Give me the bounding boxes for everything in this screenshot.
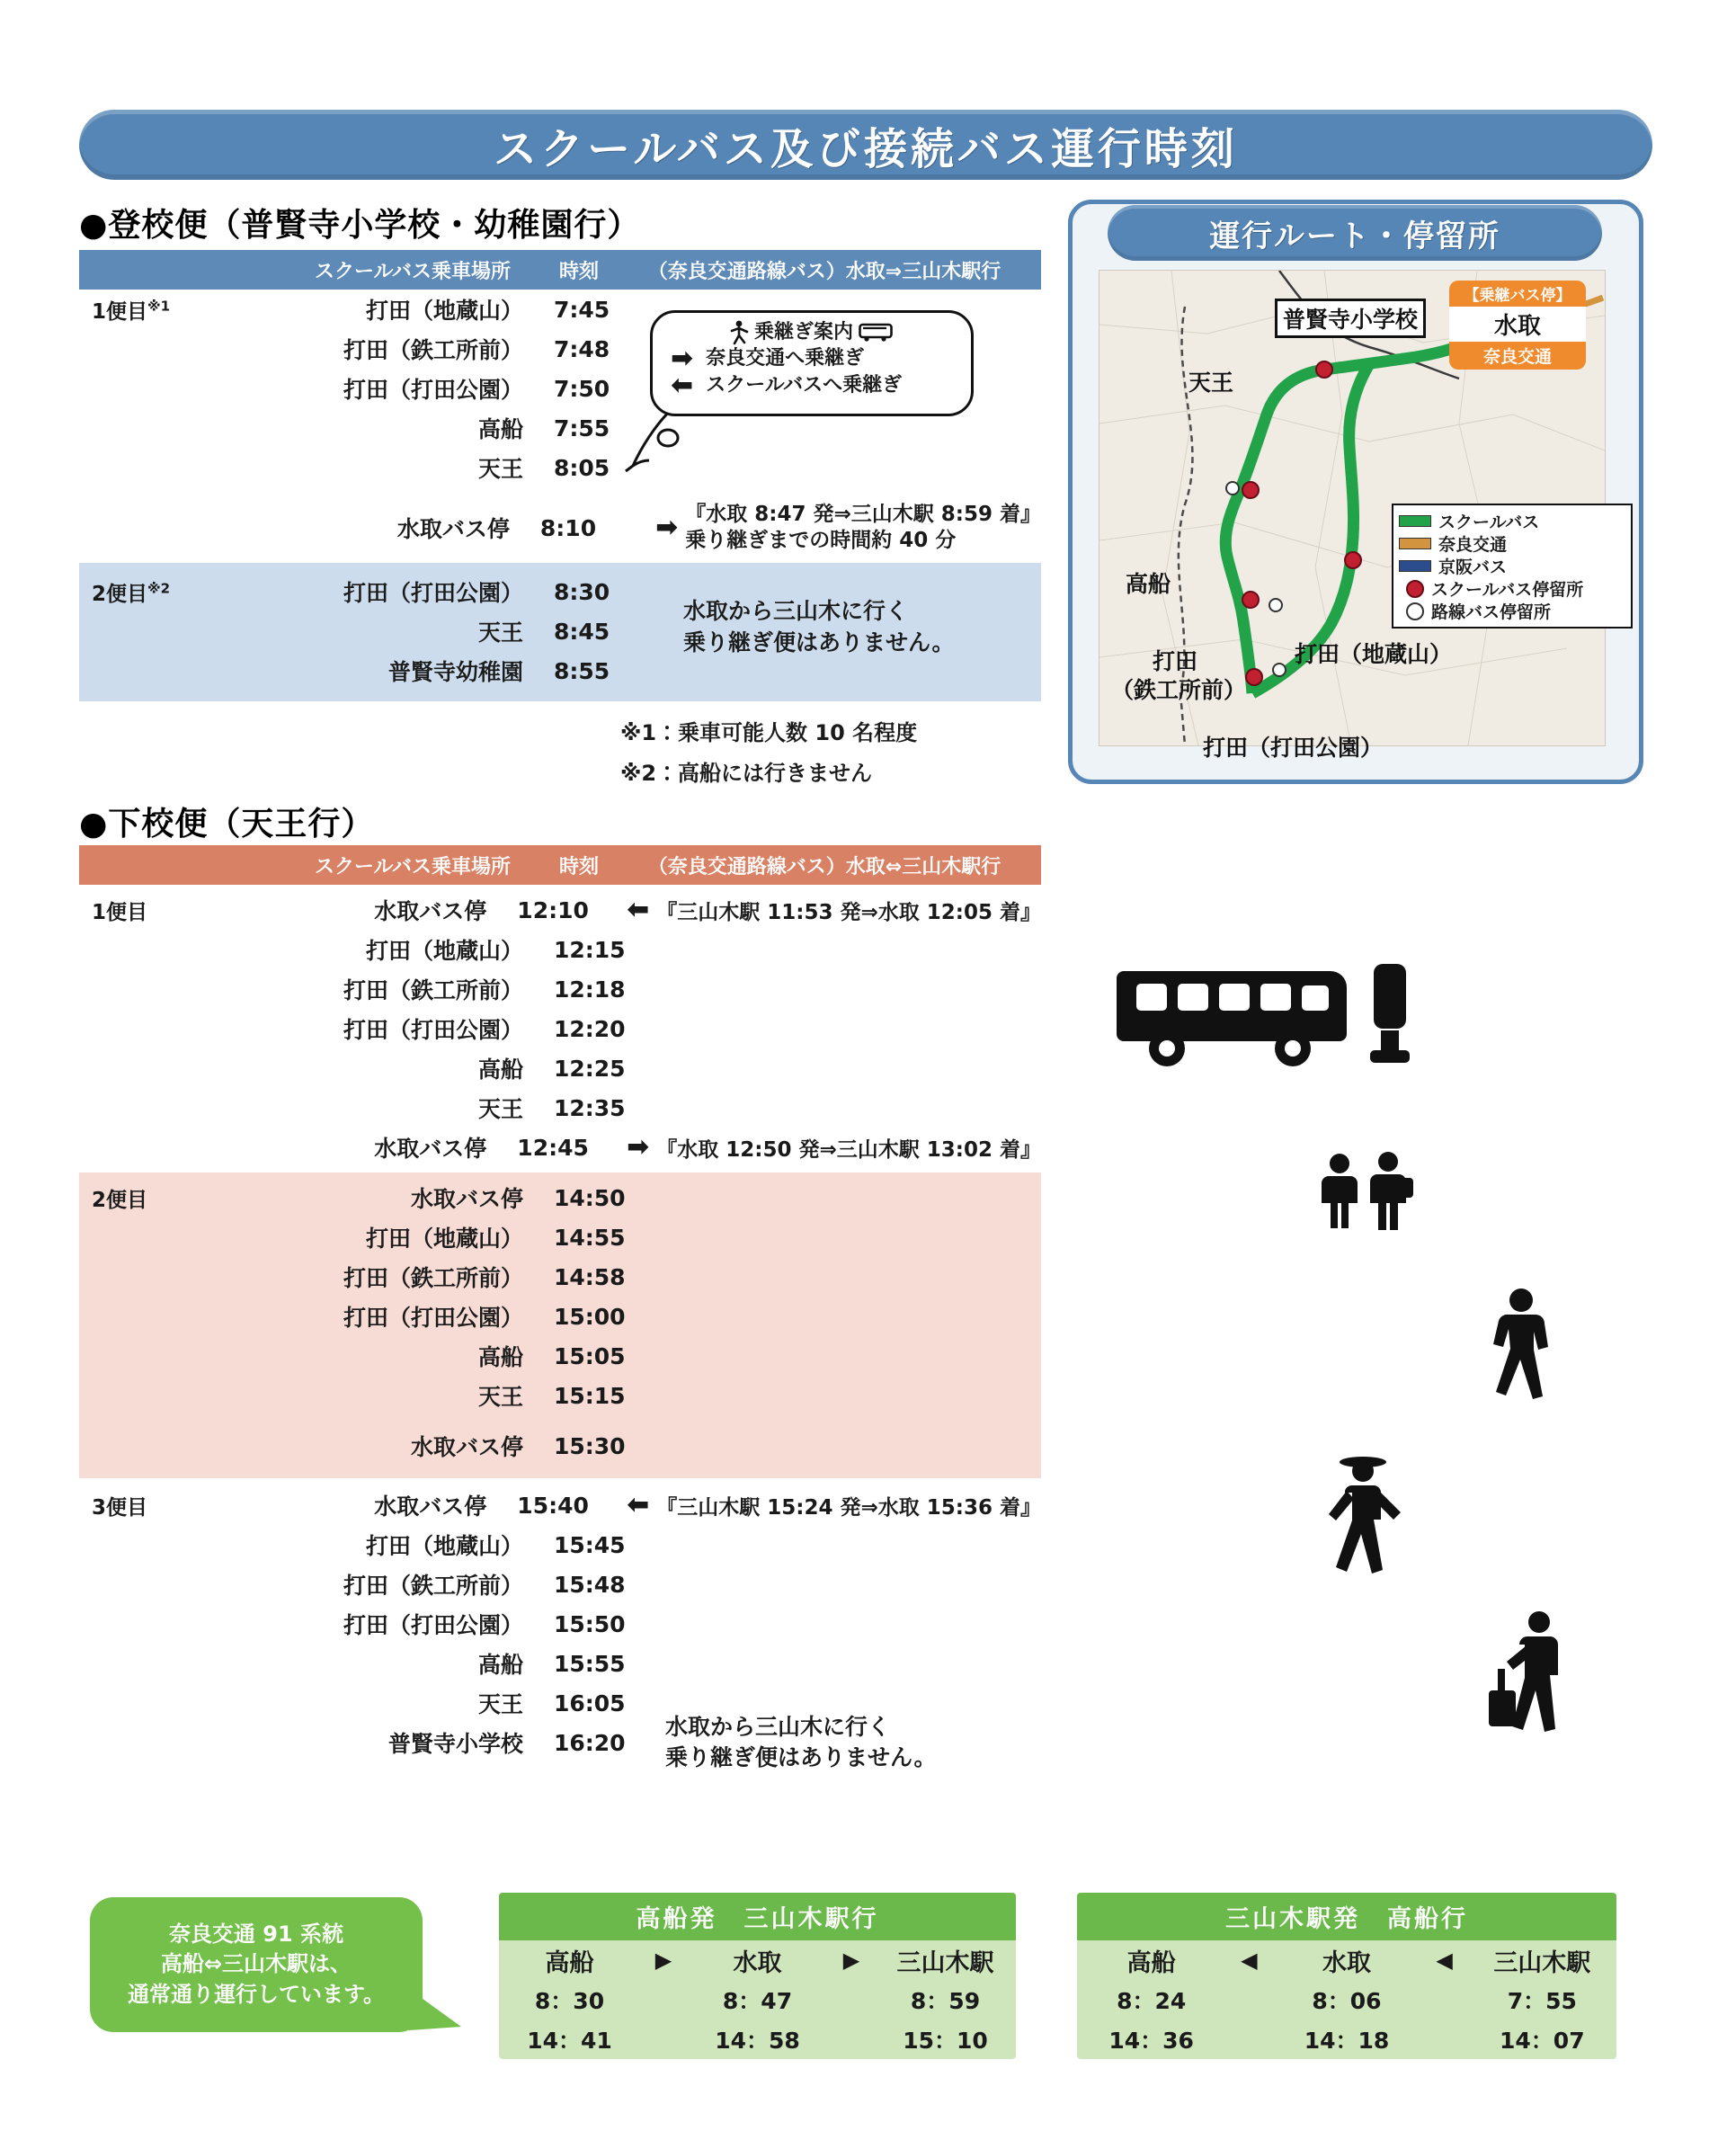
route-map-heading: 運行ルート・停留所 [1209, 218, 1500, 254]
stop-name: 打田（地蔵山） [365, 938, 523, 964]
map-stop-label-tenno: 天王 [1188, 370, 1234, 396]
stop-name: 打田（打田公園） [343, 1017, 523, 1043]
stop-time: 15:40 [517, 1492, 589, 1519]
connection-note: 『三山木駅 15:24 発⇒水取 15:36 着』 [656, 1495, 1041, 1520]
afternoon-trip-3-side-note: 水取から三山木に行く 乗り継ぎ便はありません。 [665, 1714, 937, 1770]
stop-time: 12:45 [517, 1134, 589, 1161]
stop-name: 水取バス停 [374, 1493, 487, 1520]
walking-child-icon [1474, 1286, 1573, 1412]
person-with-bag-icon [1483, 1609, 1591, 1753]
timetable-row [1077, 2020, 1616, 2059]
stop-time: 8:45 [554, 618, 610, 645]
legend-label: 路線バス停留所 [1431, 602, 1552, 622]
stop-name: 高船 [477, 416, 523, 442]
table-row [79, 1525, 1041, 1565]
departure-time: 7：55 [1507, 1988, 1577, 2014]
connection-note: 『水取 12:50 発⇒三山木駅 13:02 着』 [656, 1137, 1041, 1162]
morning-trip-2-side-note: 水取から三山木に行く 乗り継ぎ便はありません。 [683, 598, 955, 655]
stop-name: 打田（打田公園） [343, 377, 523, 403]
table-row [79, 1336, 1041, 1376]
legend-item [1399, 555, 1625, 577]
stop-time: 12:10 [517, 896, 589, 923]
stop-time: 14:58 [554, 1263, 626, 1290]
legend-item [1399, 532, 1625, 555]
stop-name: 打田（打田公園） [343, 580, 523, 606]
direction-arrow-icon: ◀ [1241, 1948, 1258, 1973]
arrow-left-icon: ⬅ [627, 1489, 650, 1520]
badge-top-label: 【乗継バス停】 [1449, 281, 1586, 307]
legend-swatch-nara [1399, 538, 1431, 549]
arrow-left-icon: ⬅ [671, 370, 694, 402]
legend-label: スクールバス [1438, 513, 1540, 532]
afternoon-trip-3 [79, 1478, 1041, 1770]
table-row [79, 930, 1041, 969]
afternoon-table-header [79, 845, 1041, 885]
departure-time: 14：58 [715, 2028, 800, 2054]
table-row [79, 448, 1041, 487]
stop-time: 15:00 [554, 1303, 626, 1330]
trip-label: 2便目$^{※2}$ [92, 579, 171, 606]
stop-time: 12:35 [554, 1094, 626, 1121]
stop-name: 水取バス停 [410, 1186, 523, 1212]
stop-name: 打田（鉄工所前） [343, 337, 523, 363]
stop-time: 12:25 [554, 1055, 626, 1082]
stop-name: 打田（打田公園） [343, 1305, 523, 1331]
stop-name: 天王 [477, 456, 523, 482]
stop-time: 8:05 [554, 454, 610, 481]
map-stop-label-takafune: 高船 [1126, 571, 1171, 597]
table-row [79, 500, 1041, 556]
trip-label: 1便目$^{※1}$ [92, 297, 171, 324]
footnote-2: ※2：高船には行きません [620, 761, 873, 786]
stop-name: 水取バス停 [410, 1434, 523, 1460]
col-header-place: スクールバス乗車場所 [314, 260, 511, 283]
timetable-takafune-to-miyamaki [499, 1893, 1016, 2059]
legend-label: スクールバス停留所 [1431, 580, 1584, 600]
stop-name: 打田（鉄工所前） [343, 977, 523, 1003]
timetable-miyamaki-to-takafune [1077, 1893, 1616, 2059]
stop-time: 15:50 [554, 1610, 626, 1637]
morning-table-header [79, 250, 1041, 290]
stop-time: 8:10 [539, 514, 597, 541]
trip-label: 1便目 [92, 900, 148, 924]
legend-item [1399, 577, 1625, 600]
table-row [79, 1376, 1041, 1415]
legend-item [1399, 510, 1625, 532]
col-header-connection: （奈良交通路線バス）水取⇒三山木駅行 [647, 260, 1002, 283]
stop-time: 15:55 [554, 1650, 626, 1677]
afternoon-table [79, 845, 1041, 1770]
callout-line-1: 奈良交通 91 系統 [168, 1921, 344, 1948]
departure-time: 8：06 [1312, 1988, 1382, 2014]
stop-name: 天王 [477, 1384, 523, 1410]
stop-name: 高船 [477, 1344, 523, 1370]
stop-time: 15:30 [554, 1432, 626, 1459]
legend-swatch-keihan [1399, 560, 1431, 572]
person-with-hat-icon [1313, 1448, 1429, 1583]
departure-time: 14：07 [1500, 2028, 1585, 2054]
stop-time: 15:15 [554, 1382, 626, 1409]
col-header-place: スクールバス乗車場所 [314, 855, 511, 878]
arrow-right-icon: ➡ [627, 1131, 650, 1163]
legend-label: 京阪バス [1438, 557, 1508, 577]
table-row [79, 1565, 1041, 1604]
stop-time: 8:55 [554, 657, 610, 684]
bus-icon [859, 323, 895, 343]
page-title-banner [79, 110, 1652, 180]
stop-name: 高船 [545, 1948, 594, 1977]
stop-name: 高船 [1126, 1948, 1176, 1977]
legend-marker-schoolbus-stop [1406, 580, 1424, 598]
arrival-time: 8：59 [910, 1988, 981, 2014]
route-map-heading-banner [1108, 205, 1602, 261]
badge-stop-name: 水取 [1449, 307, 1586, 342]
stop-name: 水取バス停 [374, 898, 487, 924]
transfer-stop-badge [1449, 281, 1586, 370]
stop-name: 打田（鉄工所前） [343, 1573, 523, 1599]
stop-name: 水取バス停 [374, 1136, 487, 1162]
page-title: スクールバス及び接続バス運行時刻 [494, 123, 1238, 174]
table-row [79, 1714, 1041, 1770]
afternoon-section-heading: ●下校便（天王行） [79, 806, 375, 843]
badge-operator: 奈良交通 [1449, 342, 1586, 370]
footnote-1: ※1：乗車可能人数 10 名程度 [620, 720, 918, 745]
table-row [79, 890, 1041, 930]
table-row [79, 969, 1041, 1009]
stop-name: 天王 [477, 620, 523, 646]
stop-name: 天王 [477, 1096, 523, 1122]
stop-name: 水取 [1322, 1948, 1371, 1977]
stop-time: 15:48 [554, 1571, 626, 1598]
timetable-title: 三山木駅発 高船行 [1077, 1893, 1616, 1940]
table-row [79, 1048, 1041, 1088]
stop-time: 7:48 [554, 335, 610, 362]
table-row [79, 1257, 1041, 1297]
nara-route-callout [90, 1897, 423, 2032]
col-header-connection: （奈良交通路線バス）水取⇔三山木駅行 [647, 855, 1002, 878]
map-stop-label-uchida-tekkosho: （鉄工所前） [1111, 677, 1247, 703]
table-row [79, 1178, 1041, 1217]
legend-label: 奈良交通 [1438, 535, 1508, 555]
stop-time: 8:30 [554, 578, 610, 605]
col-header-time: 時刻 [558, 260, 599, 283]
transfer-to-nara: 奈良交通へ乗継ぎ [706, 347, 865, 370]
stop-time: 16:20 [554, 1729, 626, 1756]
stop-time: 14:55 [554, 1224, 626, 1251]
timetable-row [499, 2020, 1016, 2059]
departure-time: 14：18 [1304, 2028, 1390, 2054]
timetable-title: 高船発 三山木駅行 [499, 1893, 1016, 1940]
two-children-icon [1313, 1151, 1429, 1232]
arrival-time: 8：24 [1117, 1988, 1187, 2014]
arrival-time: 14：36 [1108, 2028, 1194, 2054]
stop-name: 打田（地蔵山） [365, 1533, 523, 1559]
stop-name: 普賢寺小学校 [387, 1731, 523, 1757]
stop-time: 12:15 [554, 936, 626, 963]
table-row [79, 1426, 1041, 1466]
pedestrian-icon [729, 320, 749, 345]
direction-arrow-icon: ◀ [1436, 1948, 1453, 1973]
stop-name: 三山木駅 [896, 1948, 994, 1977]
stop-time: 15:05 [554, 1342, 626, 1369]
direction-arrow-icon: ▶ [654, 1948, 672, 1973]
legend-swatch-schoolbus [1399, 515, 1431, 527]
stop-time: 16:05 [554, 1690, 626, 1716]
table-row [79, 1485, 1041, 1525]
map-legend [1392, 504, 1633, 629]
trip-label: 2便目 [92, 1188, 148, 1212]
timetable-stop-row [499, 1940, 1016, 1980]
map-stop-label-uchida-jizoyama: 打田（地蔵山） [1295, 641, 1453, 667]
direction-arrow-icon: ▶ [842, 1948, 860, 1973]
stop-time: 7:55 [554, 415, 610, 441]
stop-name: 高船 [477, 1057, 523, 1083]
table-row [79, 1088, 1041, 1128]
map-stop-label-uchida-koen: 打田（打田公園） [1203, 735, 1384, 761]
morning-section-heading: ●登校便（普賢寺小学校・幼稚園行） [79, 207, 641, 244]
legend-item [1399, 600, 1625, 622]
table-row [79, 1604, 1041, 1644]
timetable-stop-row [1077, 1940, 1616, 1980]
stop-name: 打田（打田公園） [343, 1612, 523, 1638]
arrival-time: 15：10 [903, 2028, 988, 2054]
afternoon-trip-1 [79, 885, 1041, 1167]
connection-note: 『三山木駅 11:53 発⇒水取 12:05 着』 [656, 900, 1041, 924]
departure-time: 8：47 [722, 1988, 793, 2014]
col-header-time: 時刻 [558, 855, 599, 878]
transfer-to-schoolbus: スクールバスへ乗継ぎ [706, 374, 903, 397]
arrow-right-icon: ➡ [655, 512, 679, 543]
stop-name: 水取バス停 [396, 516, 510, 542]
trip-label: 3便目 [92, 1495, 148, 1520]
table-row [79, 1644, 1041, 1683]
connection-note: 『水取 8:47 発⇒三山木駅 8:59 着』 乗り継ぎまでの時間約 40 分 [685, 503, 1041, 552]
map-stop-label-uchida: 打田 [1153, 648, 1198, 674]
stop-name: 打田（地蔵山） [365, 298, 523, 324]
stop-time: 7:50 [554, 375, 610, 402]
table-row [79, 1297, 1041, 1336]
map-stop-label-fugenji: 普賢寺小学校 [1275, 299, 1426, 338]
timetable-row [1077, 1980, 1616, 2020]
legend-marker-route-bus-stop [1406, 602, 1424, 620]
bus-and-stop-icon [1115, 944, 1420, 1079]
stop-name: 天王 [477, 1691, 523, 1717]
departure-time: 8：30 [534, 1988, 605, 2014]
callout-line-3: 通常通り運行しています。 [127, 1981, 386, 2007]
arrow-left-icon: ⬅ [627, 894, 650, 925]
afternoon-trip-2 [79, 1172, 1041, 1478]
stop-time: 12:20 [554, 1015, 626, 1042]
stop-name: 打田（地蔵山） [365, 1226, 523, 1252]
arrow-right-icon: ➡ [671, 343, 694, 375]
stop-name: 打田（鉄工所前） [343, 1265, 523, 1291]
stop-time: 12:18 [554, 976, 626, 1003]
stop-name: 三山木駅 [1493, 1948, 1591, 1977]
stop-name: 水取 [733, 1948, 782, 1977]
stop-name: 普賢寺幼稚園 [387, 659, 523, 685]
table-row [79, 1128, 1041, 1167]
table-row [79, 1009, 1041, 1048]
stop-time: 7:45 [554, 296, 610, 323]
stop-name: 高船 [477, 1652, 523, 1678]
transfer-bubble-title: 乗継ぎ案内 [753, 321, 853, 343]
table-row [79, 1217, 1041, 1257]
departure-time: 14：41 [527, 2028, 612, 2054]
stop-time: 15:45 [554, 1531, 626, 1558]
timetable-row [499, 1980, 1016, 2020]
morning-trip-2 [79, 563, 1041, 701]
stop-time: 14:50 [554, 1184, 626, 1211]
callout-line-2: 高船⇔三山木駅は、 [160, 1951, 352, 1977]
transfer-guide-bubble [650, 310, 974, 416]
